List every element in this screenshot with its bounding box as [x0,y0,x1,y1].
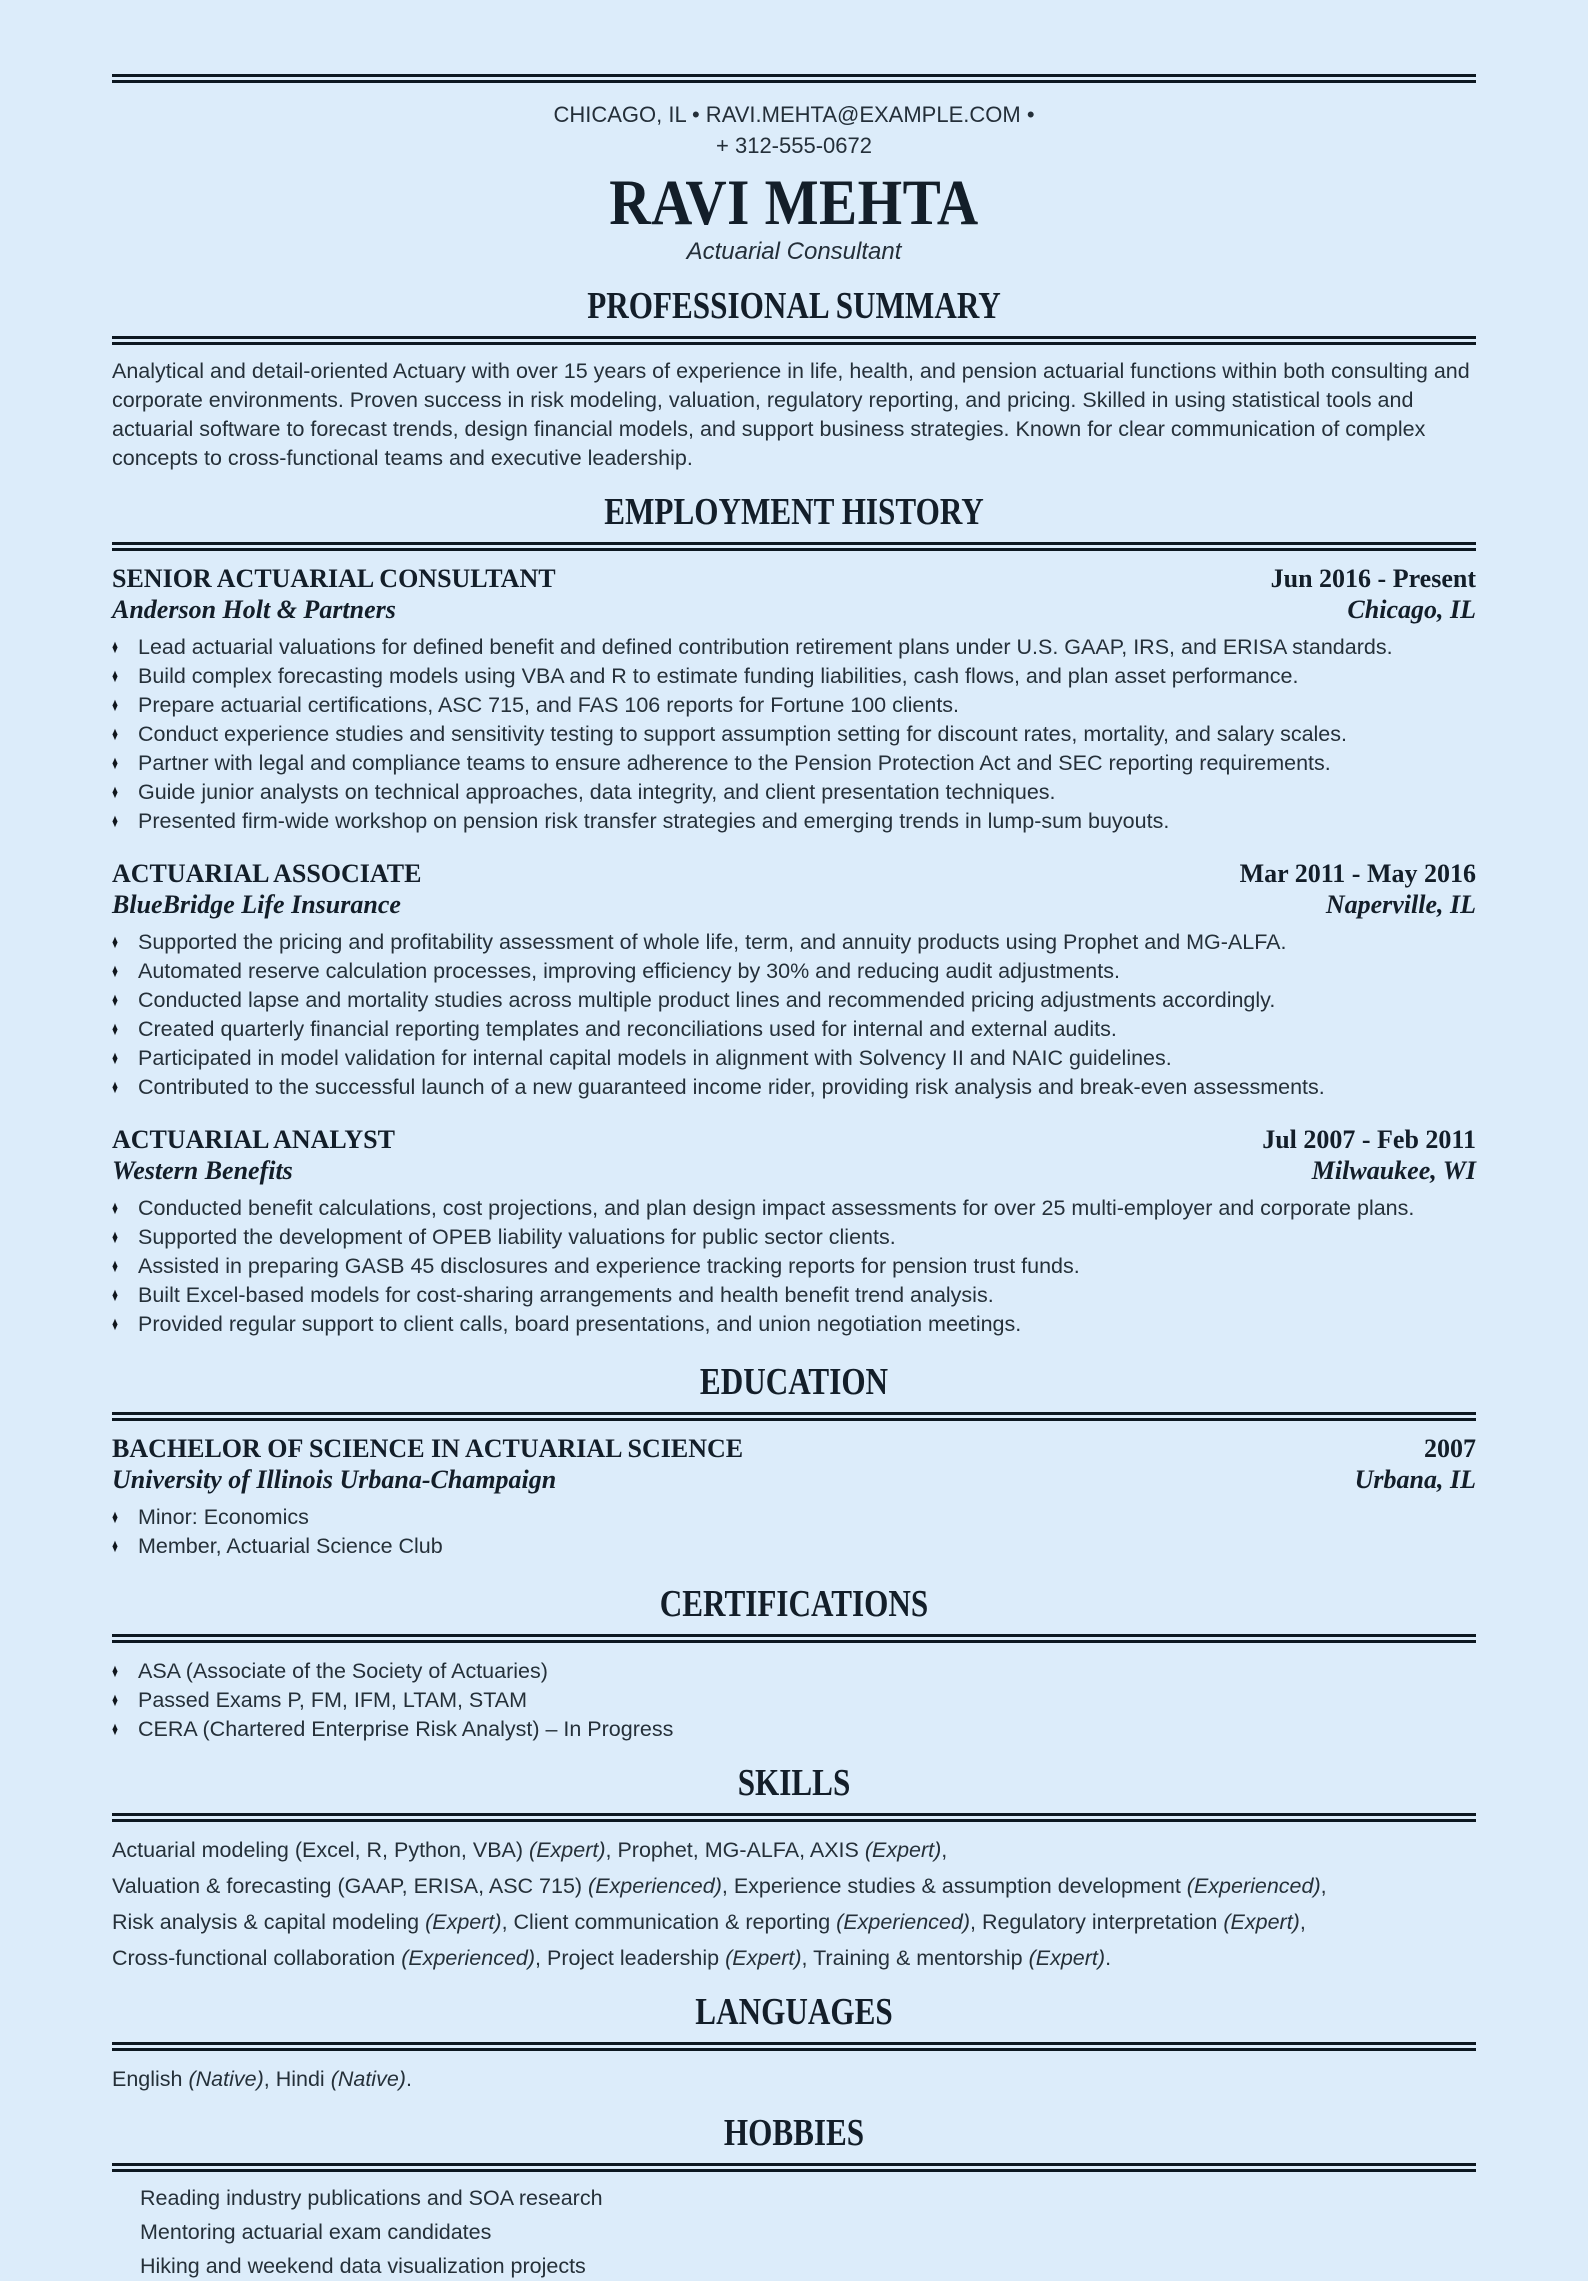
bullet-text: Supported the pricing and profitability assessment of whole life, term, and annuity products using Prophet and MG-ALFA. [138,930,1287,954]
bullet-diamond-icon: ♦ [112,1285,119,1306]
bullet-diamond-icon: ♦ [112,961,119,982]
bullet-diamond-icon: ♦ [112,1507,119,1528]
skill-level-segment: (Experienced) [836,1910,970,1934]
section-rule [112,542,1476,551]
bullet-item [112,807,1476,836]
bullet-text: Lead actuarial valuations for defined benefit and defined contribution retirement plans under U.S. GAAP, IRS, and ERISA standards. [138,635,1393,659]
bullet-diamond-icon: ♦ [112,1314,119,1335]
bullet-diamond-icon: ♦ [112,695,119,716]
bullet-item [112,986,1476,1015]
skill-text-segment: . [405,2067,412,2091]
skill-text-segment: , Experience studies & assumption development [721,1874,1187,1898]
education-header-left [112,1433,743,1495]
bullet-text: Provided regular support to client calls, board presentations, and union negotiation meetings. [138,1312,1022,1336]
bullet-diamond-icon: ♦ [112,1198,119,1219]
bullet-text: Conducted benefit calculations, cost projections, and plan design impact assessments for over 25 multi-employer and corporate plans. [138,1196,1415,1220]
education-year: 2007 [1424,1434,1476,1463]
hobbies-list [112,2184,1476,2281]
skill-level-segment: (Experienced) [1186,1874,1321,1898]
job-company: BlueBridge Life Insurance [112,890,401,919]
bullet-item [112,778,1476,807]
bullet-diamond-icon: ♦ [112,782,119,803]
hobby-item: Hiking and weekend data visualization projects [140,2254,586,2278]
candidate-job-title: Actuarial Consultant [686,238,902,265]
job-entry [112,563,1476,836]
section-heading-professional-summary: PROFESSIONAL SUMMARY [587,285,1001,327]
skill-level-segment: (Expert) [1028,1946,1106,1970]
job-header [112,858,1476,920]
skill-level-segment: (Expert) [529,1838,606,1862]
job-dates: Jun 2016 - Present [1270,564,1476,593]
bullet-item [112,662,1476,691]
job-location: Naperville, IL [1325,890,1476,919]
job-company: Anderson Holt & Partners [112,595,396,624]
bullet-item [112,1503,1476,1532]
skill-text-segment: , Client communication & reporting [501,1910,837,1934]
bullet-item [112,957,1476,986]
education-header [112,1433,1476,1495]
bullet-item [112,1686,1476,1715]
hobby-item: Mentoring actuarial exam candidates [140,2220,492,2244]
bullet-diamond-icon: ♦ [112,1719,119,1740]
job-header-right [1262,1124,1476,1186]
bullet-text: Automated reserve calculation processes, improving efficiency by 30% and reducing audit adjustments. [138,959,1120,983]
section-rule [112,1813,1476,1822]
skill-level-segment: (Native) [330,2067,406,2091]
education-header-right [1355,1433,1476,1495]
bullet-item [112,928,1476,957]
bullet-item [112,1252,1476,1281]
bullet-diamond-icon: ♦ [112,1536,119,1557]
skill-text-segment: Actuarial modeling (Excel, R, Python, VBA) [112,1838,530,1862]
job-bullets [112,1194,1476,1339]
job-header-left [112,1124,395,1186]
professional-summary-text: Analytical and detail-oriented Actuary with over 15 years of experience in life, health, and pension actuarial functions within both consulting and corporate environments. Proven success in risk modeling, valuation, regulatory reporting, and pricing. Skilled in using statistical tools and actuarial software to forecast trends, design financial models, and support business strategies. Known for clear communication of complex concepts to cross-functional teams and executive leadership. [112,359,1470,470]
bullet-item [112,1281,1476,1310]
bullet-text: Minor: Economics [138,1505,309,1529]
bullet-diamond-icon: ♦ [112,753,119,774]
bullet-item [112,1015,1476,1044]
section-rule [112,1412,1476,1421]
bullet-diamond-icon: ♦ [112,1256,119,1277]
bullet-text: Contributed to the successful launch of a new guaranteed income rider, providing risk analysis and break-even assessments. [138,1075,1325,1099]
contact-info [112,99,1476,161]
job-entry [112,858,1476,1102]
education-entry [112,1433,1476,1561]
bullet-item [112,1194,1476,1223]
skill-text-segment: Valuation & forecasting (GAAP, ERISA, ASC 715) [112,1874,589,1898]
section-rule [112,1634,1476,1643]
section-rule [112,336,1476,345]
skills-line [112,1872,1476,1901]
skill-text-segment: , [1320,1874,1327,1898]
bullet-text: CERA (Chartered Enterprise Risk Analyst) – In Progress [138,1717,674,1741]
bullet-diamond-icon: ♦ [112,811,119,832]
bullet-item [112,1310,1476,1339]
bullet-text: Passed Exams P, FM, IFM, LTAM, STAM [138,1688,528,1712]
job-header-left [112,563,556,625]
bullet-text: Member, Actuarial Science Club [138,1534,443,1558]
skill-text-segment: , Regulatory interpretation [970,1910,1224,1934]
bullet-text: Supported the development of OPEB liability valuations for public sector clients. [138,1225,896,1249]
bullet-text: Built Excel-based models for cost-sharing arrangements and health benefit trend analysis. [138,1283,994,1307]
skill-text-segment: , Training & mentorship [801,1946,1029,1970]
skill-level-segment: (Experienced) [588,1874,722,1898]
bullet-item [112,1715,1476,1744]
section-heading-hobbies: HOBBIES [723,2112,865,2154]
skill-level-segment: (Expert) [864,1838,942,1862]
bullet-diamond-icon: ♦ [112,1661,119,1682]
candidate-name: RAVI MEHTA [609,167,979,239]
bullet-text: ASA (Associate of the Society of Actuaries) [138,1659,548,1683]
skill-text-segment: Cross-functional collaboration [112,1946,402,1970]
bullet-diamond-icon: ♦ [112,990,119,1011]
job-header-right [1240,858,1476,920]
languages-line [112,2065,1476,2094]
job-header [112,563,1476,625]
job-entry [112,1124,1476,1339]
skill-text-segment: , Project leadership [535,1946,726,1970]
bullet-item [112,1532,1476,1561]
bullet-diamond-icon: ♦ [112,1048,119,1069]
education-bullets [112,1503,1476,1561]
section-heading-education: EDUCATION [699,1361,889,1403]
bullet-text: Assisted in preparing GASB 45 disclosures and experience tracking reports for pension trust funds. [138,1254,1080,1278]
skill-level-segment: (Experienced) [401,1946,536,1970]
bullet-item [112,749,1476,778]
skills-line [112,1836,1476,1865]
bullet-item [112,1044,1476,1073]
bullet-diamond-icon: ♦ [112,1690,119,1711]
bullet-item [112,633,1476,662]
bullet-text: Participated in model validation for internal capital models in alignment with Solvency II and NAIC guidelines. [138,1046,1172,1070]
bullet-diamond-icon: ♦ [112,1077,119,1098]
bullet-text: Conduct experience studies and sensitivity testing to support assumption setting for discount rates, mortality, and salary scales. [138,722,1347,746]
skill-text-segment: English [112,2067,189,2091]
skills-line [112,1908,1476,1937]
bullet-diamond-icon: ♦ [112,1227,119,1248]
job-bullets [112,928,1476,1102]
job-location: Chicago, IL [1347,595,1476,624]
skill-level-segment: (Expert) [1223,1910,1300,1934]
bullet-item [112,691,1476,720]
section-rule [112,2163,1476,2172]
bullet-item [112,1073,1476,1102]
job-dates: Mar 2011 - May 2016 [1239,859,1476,888]
bullet-text: Partner with legal and compliance teams to ensure adherence to the Pension Protection Act and SEC reporting requirements. [138,751,1331,775]
top-rule [112,74,1476,83]
job-header-right [1271,563,1476,625]
section-heading-certifications: CERTIFICATIONS [659,1583,929,1625]
contact-line-2: + 312-555-0672 [716,133,872,158]
bullet-text: Guide junior analysts on technical approaches, data integrity, and client presentation techniques. [138,780,1056,804]
bullet-diamond-icon: ♦ [112,724,119,745]
skill-text-segment: , Hindi [263,2067,331,2091]
job-title: ACTUARIAL ANALYST [112,1125,395,1154]
skill-level-segment: (Expert) [725,1946,802,1970]
job-company: Western Benefits [112,1156,293,1185]
education-school: University of Illinois Urbana-Champaign [112,1465,557,1494]
bullet-text: Conducted lapse and mortality studies across multiple product lines and recommended pricing adjustments accordingly. [138,988,1276,1012]
bullet-diamond-icon: ♦ [112,637,119,658]
job-title: SENIOR ACTUARIAL CONSULTANT [112,564,556,593]
contact-line-1: CHICAGO, IL • RAVI.MEHTA@EXAMPLE.COM • [553,102,1035,127]
bullet-text: Presented firm-wide workshop on pension risk transfer strategies and emerging trends in lump-sum buyouts. [138,809,1170,833]
job-dates: Jul 2007 - Feb 2011 [1262,1125,1476,1154]
skill-text-segment: , [1299,1910,1306,1934]
bullet-diamond-icon: ♦ [112,666,119,687]
job-bullets [112,633,1476,836]
section-heading-languages: LANGUAGES [695,1991,893,2033]
job-location: Milwaukee, WI [1311,1156,1476,1185]
skill-level-segment: (Expert) [425,1910,502,1934]
skill-level-segment: (Native) [188,2067,264,2091]
employment-jobs [112,563,1476,1339]
hobby-item: Reading industry publications and SOA research [140,2186,603,2210]
skills-line [112,1944,1476,1973]
bullet-text: Prepare actuarial certifications, ASC 715, and FAS 106 reports for Fortune 100 clients. [138,693,960,717]
bullet-item [112,1223,1476,1252]
skill-text-segment: Risk analysis & capital modeling [112,1910,426,1934]
education-location: Urbana, IL [1354,1465,1476,1494]
section-heading-employment-history: EMPLOYMENT HISTORY [604,491,984,533]
bullet-item [112,1657,1476,1686]
job-title: ACTUARIAL ASSOCIATE [112,859,422,888]
skill-text-segment: . [1105,1946,1112,1970]
education-degree: BACHELOR OF SCIENCE IN ACTUARIAL SCIENCE [112,1434,744,1463]
bullet-text: Created quarterly financial reporting templates and reconciliations used for internal and external audits. [138,1017,1117,1041]
skills-list [112,1836,1476,1973]
skill-text-segment: , Prophet, MG-ALFA, AXIS [605,1838,865,1862]
bullet-text: Build complex forecasting models using VBA and R to estimate funding liabilities, cash flows, and plan asset performance. [138,664,1299,688]
section-heading-skills: SKILLS [737,1762,851,1804]
bullet-diamond-icon: ♦ [112,932,119,953]
certifications-bullets [112,1657,1476,1744]
skill-text-segment: , [941,1838,948,1862]
job-header-left [112,858,421,920]
section-rule [112,2042,1476,2051]
job-header [112,1124,1476,1186]
bullet-diamond-icon: ♦ [112,1019,119,1040]
bullet-item [112,720,1476,749]
